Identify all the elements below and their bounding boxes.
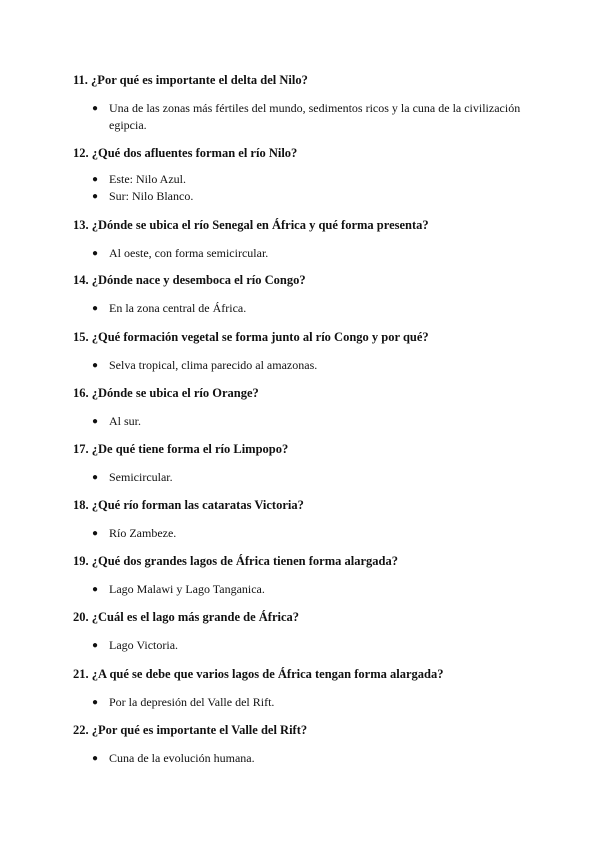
bullet-icon: ● [92,191,99,202]
bullet-icon: ● [92,103,99,114]
answer-item [73,469,543,486]
answer-text: Al sur. [109,414,142,428]
answer-list [73,581,543,598]
answer-list [73,525,543,542]
question-block-22 [73,722,543,767]
question-block-13 [73,217,543,262]
answer-text: Lago Victoria. [109,638,179,652]
answer-item [73,750,543,767]
answer-item [73,188,543,205]
bullet-icon: ● [92,472,99,483]
answer-list [73,413,543,430]
answer-item [73,171,543,188]
answer-item [73,525,543,542]
question-heading: 11. ¿Por qué es importante el delta del Nilo? [73,73,308,87]
answer-list [73,100,543,134]
answer-item [73,300,543,317]
answer-item [73,637,543,654]
answer-item [73,100,529,134]
bullet-icon: ● [92,640,99,651]
question-block-20 [73,609,543,654]
question-heading: 20. ¿Cuál es el lago más grande de África? [73,610,300,624]
bullet-icon: ● [92,753,99,764]
question-heading: 13. ¿Dónde se ubica el río Senegal en África y qué forma presenta? [73,218,429,232]
bullet-icon: ● [92,697,99,708]
question-heading: 12. ¿Qué dos afluentes forman el río Nilo? [73,146,298,160]
question-block-12 [73,145,543,205]
question-block-15 [73,329,543,374]
answer-list [73,357,543,374]
question-block-17 [73,441,543,486]
question-block-11 [73,72,543,134]
answer-text: Por la depresión del Valle del Rift. [109,695,275,709]
answer-text: Al oeste, con forma semicircular. [109,246,269,260]
question-heading: 16. ¿Dónde se ubica el río Orange? [73,386,259,400]
answer-text: Río Zambeze. [109,526,177,540]
answer-text: Este: Nilo Azul. [109,172,186,186]
answer-item [73,413,543,430]
question-heading: 19. ¿Qué dos grandes lagos de África tienen forma alargada? [73,554,398,568]
question-block-21 [73,666,543,711]
bullet-icon: ● [92,360,99,371]
answer-list [73,694,543,711]
bullet-icon: ● [92,248,99,259]
answer-text: Lago Malawi y Lago Tanganica. [109,582,265,596]
answer-text: Selva tropical, clima parecido al amazonas. [109,358,318,372]
question-block-19 [73,553,543,598]
answer-item [73,245,543,262]
answer-list [73,171,543,205]
question-heading: 17. ¿De qué tiene forma el río Limpopo? [73,442,289,456]
answer-item [73,581,543,598]
question-block-18 [73,497,543,542]
answer-list [73,300,543,317]
answer-item [73,357,543,374]
question-heading: 21. ¿A qué se debe que varios lagos de África tengan forma alargada? [73,667,444,681]
bullet-icon: ● [92,174,99,185]
question-heading: 18. ¿Qué río forman las cataratas Victoria? [73,498,304,512]
answer-text: Sur: Nilo Blanco. [109,189,194,203]
answer-item [73,694,543,711]
question-block-16 [73,385,543,430]
answer-list [73,245,543,262]
answer-text: En la zona central de África. [109,301,247,315]
question-heading: 14. ¿Dónde nace y desemboca el río Congo? [73,273,306,287]
answer-text: Una de las zonas más fértiles del mundo, sedimentos ricos y la cuna de la civilización egipcia. [109,101,521,132]
question-block-14 [73,272,543,317]
bullet-icon: ● [92,584,99,595]
answer-list [73,469,543,486]
question-heading: 15. ¿Qué formación vegetal se forma junto al río Congo y por qué? [73,330,429,344]
bullet-icon: ● [92,416,99,427]
bullet-icon: ● [92,528,99,539]
answer-list [73,637,543,654]
answer-text: Cuna de la evolución humana. [109,751,255,765]
bullet-icon: ● [92,303,99,314]
answer-text: Semicircular. [109,470,173,484]
answer-list [73,750,543,767]
question-heading: 22. ¿Por qué es importante el Valle del Rift? [73,723,308,737]
